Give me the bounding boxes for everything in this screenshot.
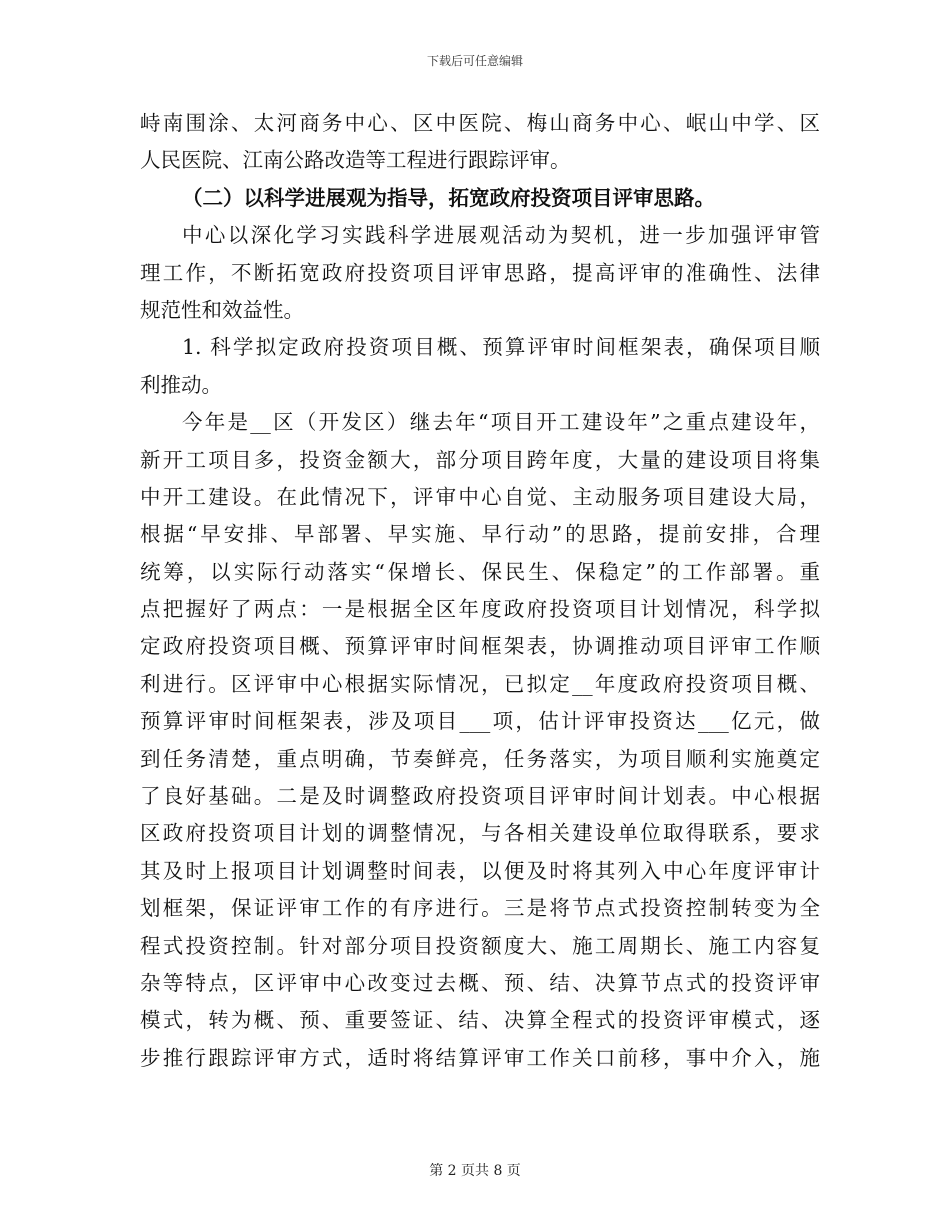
paragraph-line: 利进行。区评审中心根据实际情况，已拟定__年度政府投资项目概、 bbox=[140, 671, 820, 696]
paragraph-line: 新开工项目多，投资金额大，部分项目跨年度，大量的建设项目将集 bbox=[140, 447, 820, 472]
section-heading-line: （二）以科学进展观为指导，拓宽政府投资项目评审思路。 bbox=[182, 185, 715, 210]
paragraph-line: 区政府投资项目计划的调整情况，与各相关建设单位取得联系，要求 bbox=[140, 821, 820, 846]
paragraph-line: 了良好基础。二是及时调整政府投资项目评审时间计划表。中心根据 bbox=[140, 784, 820, 809]
paragraph-line: 程式投资控制。针对部分项目投资额度大、施工周期长、施工内容复 bbox=[140, 933, 820, 958]
paragraph-line: 划框架，保证评审工作的有序进行。三是将节点式投资控制转变为全 bbox=[140, 896, 820, 921]
paragraph-line: 其及时上报项目计划调整时间表，以便及时将其列入中心年度评审计 bbox=[140, 858, 820, 883]
paragraph-line: 理工作，不断拓宽政府投资项目评审思路，提高评审的准确性、法律 bbox=[140, 260, 820, 285]
paragraph-line: 定政府投资项目概、预算评审时间框架表，协调推动项目评审工作顺 bbox=[140, 634, 820, 659]
page-footer: 第 2 页共 8 页 bbox=[429, 1163, 521, 1179]
paragraph-line: 点把握好了两点：一是根据全区年度政府投资项目计划情况，科学拟 bbox=[140, 597, 820, 622]
paragraph-line: 到任务清楚，重点明确，节奏鲜亮，任务落实，为项目顺利实施奠定 bbox=[140, 746, 820, 771]
paragraph-line: 统筹，以实际行动落实“保增长、保民生、保稳定”的工作部署。重 bbox=[140, 559, 820, 584]
paragraph-line: 预算评审时间框架表，涉及项目___项，估计评审投资达___亿元，做 bbox=[140, 709, 820, 734]
paragraph-line: 步推行跟踪评审方式，适时将结算评审工作关口前移，事中介入，施 bbox=[140, 1045, 820, 1070]
paragraph-line: 杂等特点，区评审中心改变过去概、预、结、决算节点式的投资评审 bbox=[140, 970, 820, 995]
paragraph-line: 中开工建设。在此情况下，评审中心自觉、主动服务项目建设大局， bbox=[140, 484, 820, 509]
paragraph-line: 根据“早安排、早部署、早实施、早行动”的思路，提前安排，合理 bbox=[140, 522, 820, 547]
paragraph-line: 峙南围涂、太河商务中心、区中医院、梅山商务中心、岷山中学、区 bbox=[140, 111, 820, 135]
paragraph-line: 人民医院、江南公路改造等工程进行跟踪评审。 bbox=[140, 148, 571, 173]
paragraph-line: 利推动。 bbox=[140, 372, 222, 397]
paragraph-line: 1. 科学拟定政府投资项目概、预算评审时间框架表，确保项目顺 bbox=[182, 335, 820, 360]
paragraph-line: 今年是__区（开发区）继去年“项目开工建设年”之重点建设年， bbox=[182, 410, 820, 435]
paragraph-line: 规范性和效益性。 bbox=[140, 297, 304, 322]
document-body bbox=[140, 105, 820, 1077]
paragraph-line: 模式，转为概、预、重要签证、结、决算全程式的投资评审模式，逐 bbox=[140, 1008, 820, 1033]
paragraph-line: 中心以深化学习实践科学进展观活动为契机，进一步加强评审管 bbox=[182, 223, 820, 248]
page-header: 下载后可任意编辑 bbox=[426, 54, 523, 68]
